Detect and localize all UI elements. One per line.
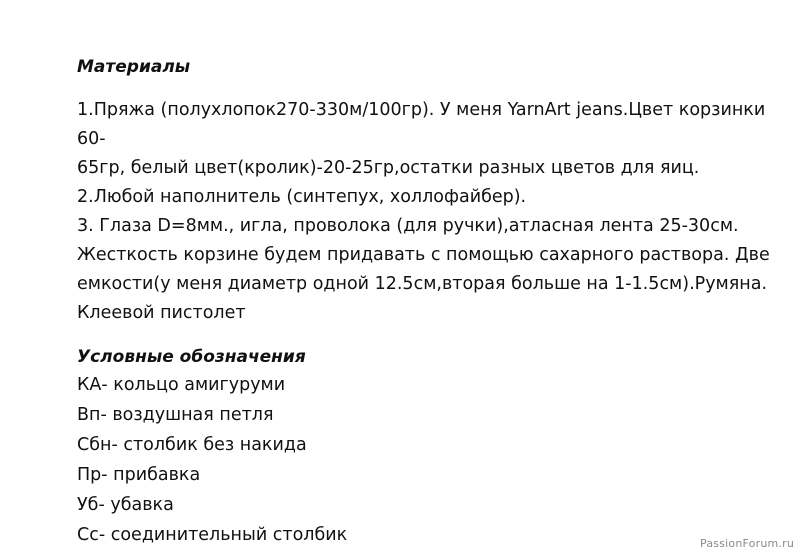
- list-item: Пр- прибавка: [77, 465, 201, 485]
- legend-heading: Условные обозначения: [77, 347, 306, 367]
- materials-heading: Материалы: [77, 57, 191, 77]
- list-item: Сбн- столбик без накида: [77, 435, 307, 455]
- list-item: Сс- соединительный столбик: [77, 525, 348, 545]
- list-item: Вп- воздушная петля: [77, 405, 274, 425]
- materials-line: Клеевой пистолет: [77, 303, 246, 323]
- materials-line: 3. Глаза D=8мм., игла, проволока (для ручки),атласная лента 25-30см.: [77, 216, 739, 236]
- materials-line: 1.Пряжа (полухлопок270-330м/100гр). У меня YarnArt jeans.Цвет корзинки 60-: [77, 100, 766, 149]
- list-item: КА- кольцо амигуруми: [77, 375, 286, 395]
- materials-line: емкости(у меня диаметр одной 12.5см,вторая больше на 1-1.5см).Румяна.: [77, 274, 768, 294]
- list-item: Уб- убавка: [77, 495, 174, 515]
- materials-line: 2.Любой наполнитель (синтепух, холлофайбер).: [77, 187, 527, 207]
- legend-list: [77, 370, 792, 550]
- materials-text: [77, 96, 792, 328]
- document-page: [77, 54, 792, 550]
- materials-line: Жесткость корзине будем придавать с помощью сахарного раствора. Две: [77, 245, 770, 265]
- materials-line: 65гр, белый цвет(кролик)-20-25гр,остатки разных цветов для яиц.: [77, 158, 700, 178]
- watermark: PassionForum.ru: [700, 537, 794, 550]
